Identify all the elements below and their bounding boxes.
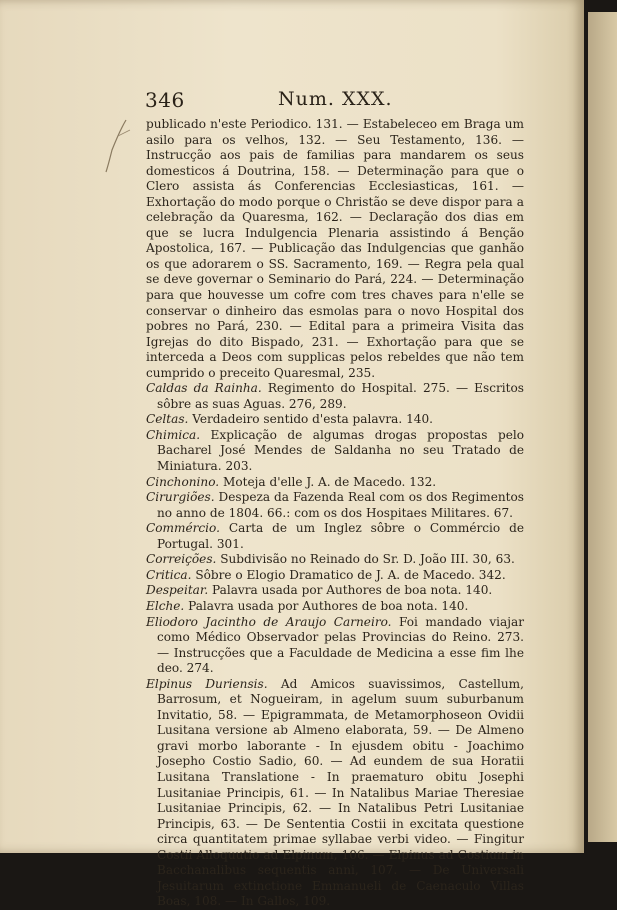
index-entry [146,677,524,910]
entry-term: Correições. [146,552,217,567]
entry-term: Commércio. [146,521,220,536]
index-entry [146,568,524,584]
entry-text: Palavra usada por Authores de boa nota. 140. [208,583,493,598]
index-entry-continuation [146,117,524,381]
index-entry [146,521,524,552]
entry-term: Elpinus Duriensis. [146,676,268,691]
entry-term: Critica. [146,567,192,582]
page-header [118,86,538,116]
entry-text: Carta de um Inglez sôbre o Commércio de Portugal. 301. [157,521,524,551]
ink-mark [96,116,136,176]
entry-text: Despeza da Fazenda Real com os dos Regimentos no anno de 1804. 66.: com os dos Hospitaes Militares. 67. [157,490,524,520]
entry-term: Celtas. [146,412,189,427]
index-entry [146,583,524,599]
index-body [146,117,524,910]
entry-text: Explicação de algumas drogas propostas pelo Bacharel José Mendes de Saldanha no seu Tratado de Miniatura. 203. [157,427,524,474]
entry-text: Sôbre o Elogio Dramatico de J. A. de Macedo. 342. [191,567,506,582]
index-entry [146,428,524,475]
entry-text: Foi mandado viajar como Médico Observador pelas Provincias do Reino. 273. — Instrucções que a Faculdade de Medicina a esse fim lhe deo. 274. [157,614,524,676]
entry-term: Despeitar. [146,583,209,598]
entry-term: Caldas da Rainha. [146,381,262,396]
entry-term: Eliodoro Jacintho de Araujo Carneiro. [146,614,392,629]
index-entry [146,475,524,491]
entry-text: Subdivisão no Reinado do Sr. D. João III. 30, 63. [216,552,515,567]
entry-term: Elche. [146,598,185,613]
entry-text: Moteja d'elle J. A. de Macedo. 132. [219,474,437,489]
index-entry [146,381,524,412]
entry-term: Cirurgiões. [146,490,215,505]
entry-text: Verdadeiro sentido d'esta palavra. 140. [188,412,433,427]
adjacent-page-edge [588,12,617,842]
entry-term: Chimica. [146,427,201,442]
index-entry [146,490,524,521]
entry-text: publicado n'este Periodico. 131. — Estabeleceo em Braga um asilo para os velhos, 132. — Seu Testamento, 136. — Instrucção aos pais de familias para mandarem os seus domesticos á Doutrina, 158. — Determinação para que o Clero assista ás Conferencias Ecclesiasticas, 161. — Exhortação do modo porque o Christão se deve dispor para a celebração da Quaresma, 162. — Declaração dos dias em que se lucra Indulgencia Plenaria assistindo á Benção Apostolica, 167. — Publicação das Indulgencias que ganhão os que adorarem o SS. Sacramento, 169. — Regra pela qual se deve governar o Seminario do Pará, 224. — Determinação para que houvesse um cofre com tres chaves para n'elle se conservar o dinheiro das esmolas para o novo Hospital dos pobres no Pará, 230. — Edital para a primeira Visita das Igrejas do dito Bispado, 231. — Exhortação para que se interceda a Deos com supplicas pelos rebeldes que não tem cumprido o preceito Quaresmal, 235. [146,117,524,380]
entry-term: Cinchonino. [146,474,220,489]
index-entry [146,615,524,677]
index-entry [146,599,524,615]
page-number: 346 [145,88,185,112]
entry-text: Regimento do Hospital. 275. — Escritos sôbre as suas Aguas. 276, 289. [157,381,524,411]
index-entry [146,412,524,428]
index-entry [146,552,524,568]
entry-text: Palavra usada por Authores de boa nota. 140. [184,598,469,613]
running-head: Num. XXX. [278,88,393,110]
entry-text: Ad Amicos suavissimos, Castellum, Barrosum, et Nogueiram, in agelum suum suburbanum Invitatio, 58. — Epigrammata, de Metamorphoseon Ovidii Lusitana versione ab Almeno elaborata, 59. — De Almeno gravi morbo laborante - In ejusdem obitu - Joachimo Josepho Costio Sadio, 60. — Ad eundem de sua Horatii Lusitana Translatione - In praematuro obitu Josephi Lusitaniae Principis, 61. — In Natalibus Mariae Theresiae Lusitaniae Principis, 62. — In Natalibus Petri Lusitaniae Principis, 63. — De Sententia Costii in excitata questione circa quantitatem primae syllabae verbi video. — Fingitur Costii Alloquutio ad Elpinum, 106. — Elpinus ad Costium in Bacchanalibus sequentis anni, 107. — De Universali Jesuitarum extinctione Emmanueli de Caenaculo Villas Boas, 108. — In Gallos, 109. [157,676,524,909]
